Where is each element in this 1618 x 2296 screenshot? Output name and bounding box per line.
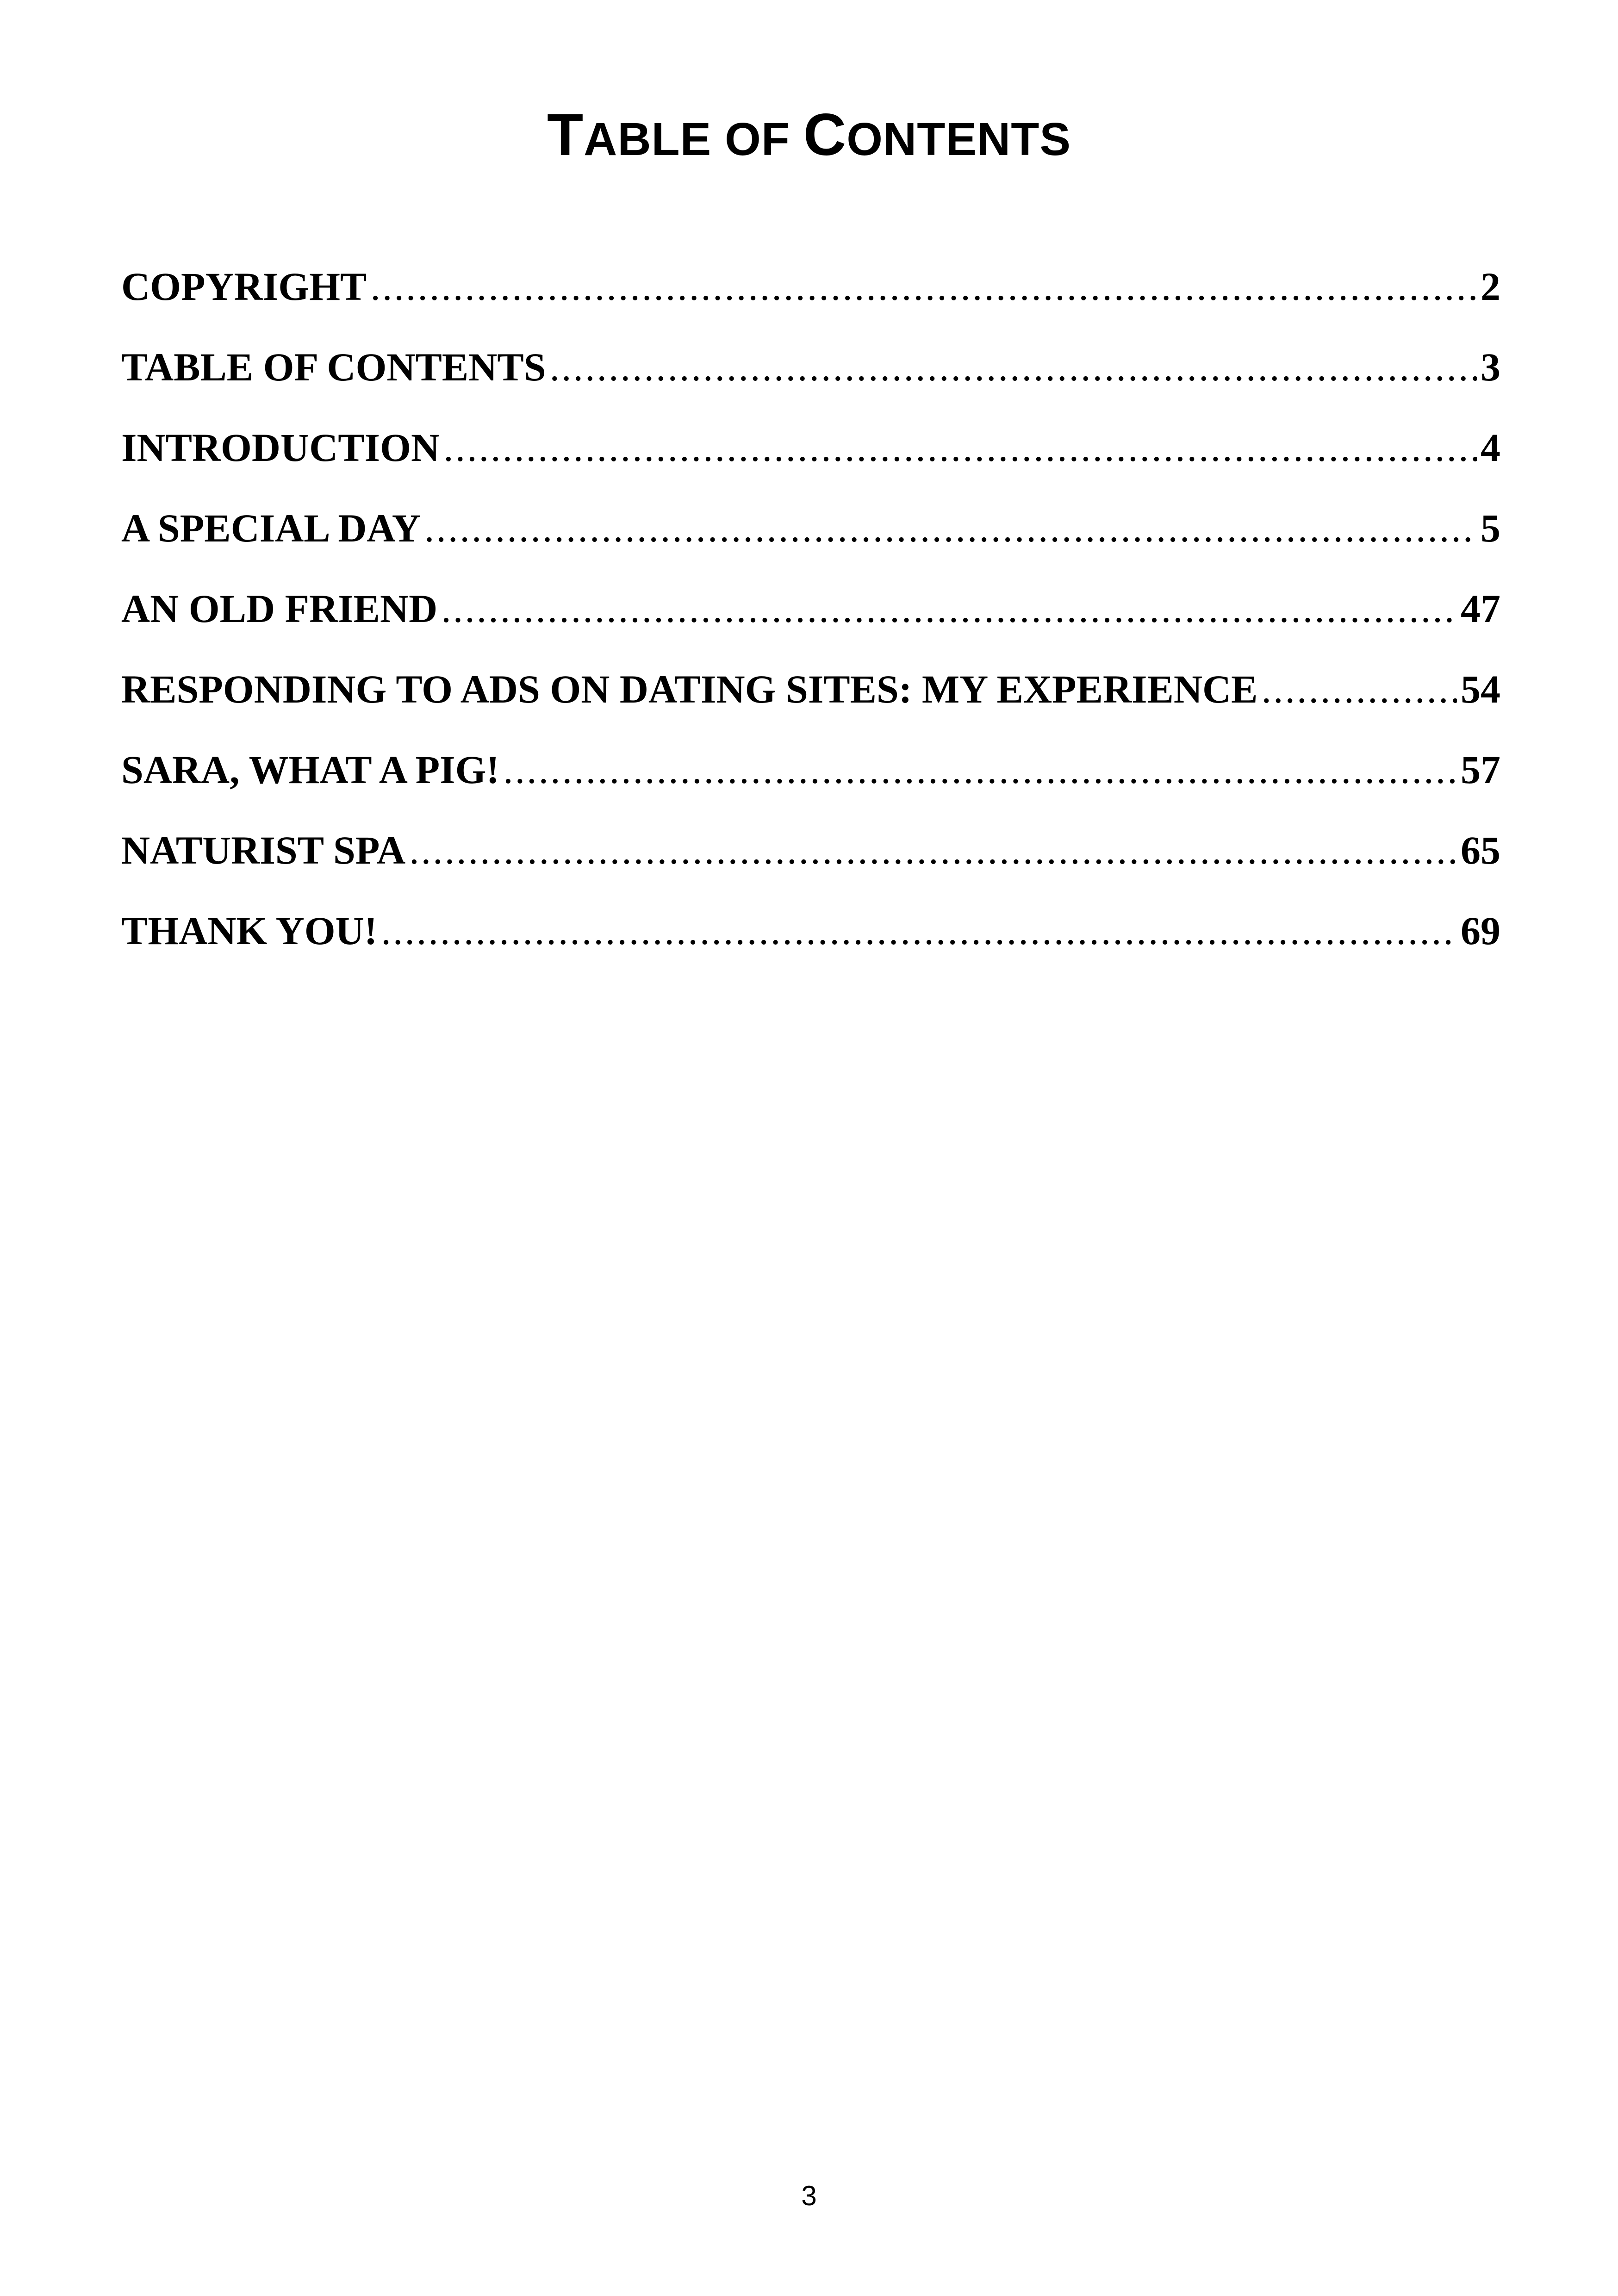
dot-leader xyxy=(443,422,1477,473)
toc-entry-label: INTRODUCTION xyxy=(121,425,440,470)
toc-entry-table-of-contents[interactable] xyxy=(121,312,1500,392)
dot-leader xyxy=(1261,664,1457,715)
dot-leader xyxy=(550,342,1477,392)
toc-entry-label: COPYRIGHT xyxy=(121,264,367,309)
dot-leader xyxy=(441,583,1457,634)
toc-entry-introduction[interactable] xyxy=(121,392,1500,473)
page-number: 3 xyxy=(801,2180,817,2211)
dot-leader xyxy=(424,503,1477,554)
toc-entry-label: THANK YOU! xyxy=(121,908,378,953)
page-title xyxy=(0,98,1618,176)
dot-leader xyxy=(370,261,1477,312)
toc-entry-label: NATURIST SPA xyxy=(121,828,406,872)
toc-entry-a-special-day[interactable] xyxy=(121,473,1500,554)
dot-leader xyxy=(503,744,1457,795)
toc-entry-page: 2 xyxy=(1481,264,1500,309)
title-first-cap: T xyxy=(547,102,584,168)
toc-entry-label: RESPONDING TO ADS ON DATING SITES: MY EXPERIENCE xyxy=(121,667,1258,711)
title-second-cap: C xyxy=(803,102,847,168)
title-second-rest: ONTENTS xyxy=(846,113,1071,165)
toc-list xyxy=(121,231,1500,956)
toc-entry-page: 65 xyxy=(1461,828,1500,872)
dot-leader xyxy=(409,825,1457,876)
dot-leader xyxy=(381,905,1457,956)
toc-entry-page: 3 xyxy=(1481,345,1500,389)
toc-entry-copyright[interactable] xyxy=(121,231,1500,312)
toc-entry-page: 54 xyxy=(1461,667,1500,711)
toc-entry-label: TABLE OF CONTENTS xyxy=(121,345,546,389)
toc-entry-page: 57 xyxy=(1461,747,1500,792)
toc-entry-sara-what-a-pig[interactable] xyxy=(121,715,1500,795)
toc-entry-naturist-spa[interactable] xyxy=(121,795,1500,876)
title-first-rest: ABLE OF xyxy=(584,113,803,165)
toc-entry-page: 47 xyxy=(1461,586,1500,631)
toc-entry-responding-to-ads[interactable] xyxy=(121,634,1500,715)
toc-entry-an-old-friend[interactable] xyxy=(121,554,1500,634)
toc-entry-thank-you[interactable] xyxy=(121,876,1500,956)
toc-entry-page: 69 xyxy=(1461,908,1500,953)
toc-entry-page: 4 xyxy=(1481,425,1500,470)
toc-entry-label: A SPECIAL DAY xyxy=(121,506,421,550)
toc-entry-label: SARA, WHAT A PIG! xyxy=(121,747,500,792)
toc-entry-label: AN OLD FRIEND xyxy=(121,586,438,631)
toc-entry-page: 5 xyxy=(1481,506,1500,550)
